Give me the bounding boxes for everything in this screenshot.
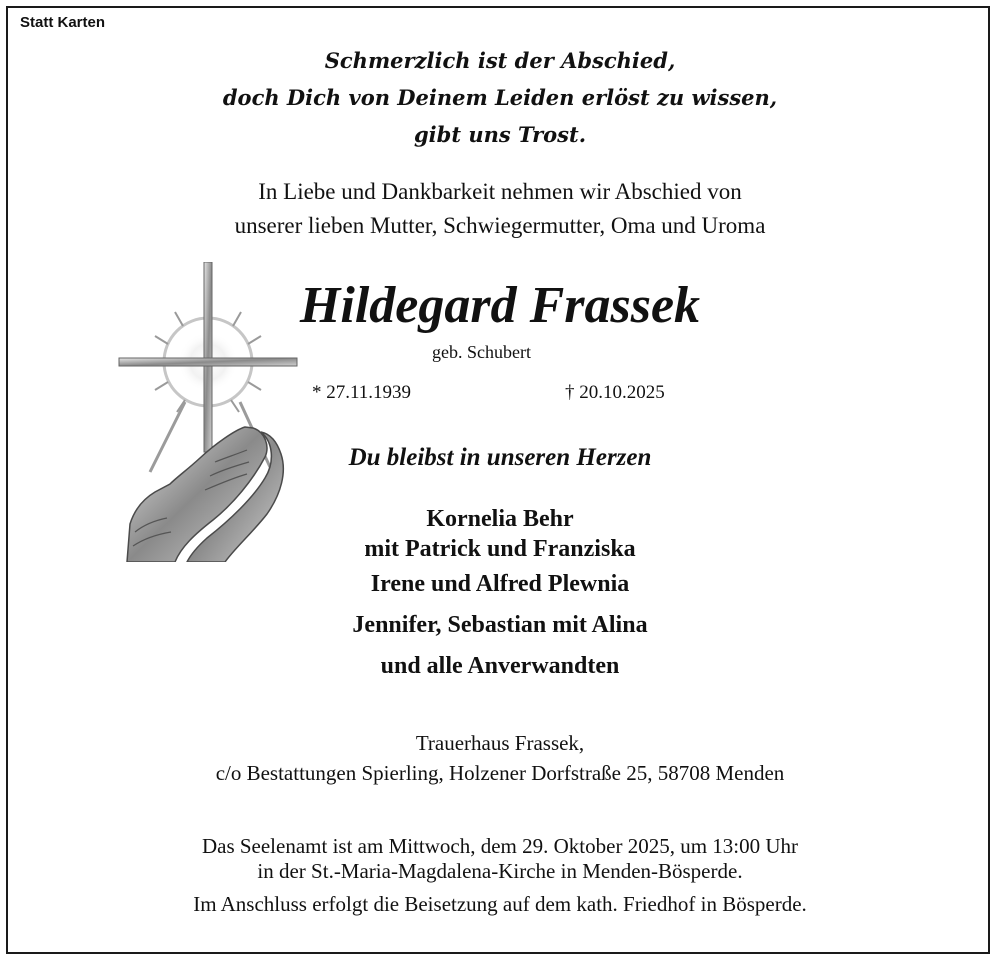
- motto: [0, 42, 1000, 153]
- address-line: c/o Bestattungen Spierling, Holzener Dorfstraße 25, 58708 Menden: [215, 761, 785, 785]
- born-name: geb. Schubert: [432, 342, 531, 362]
- remembrance-line: Du bleibst in unseren Herzen: [348, 444, 652, 471]
- mourner-name: Jennifer, Sebastian mit Alina: [352, 612, 648, 638]
- mourner-name: mit Patrick und Franziska: [364, 536, 636, 562]
- mourner-name: Kornelia Behr: [426, 506, 574, 532]
- service-line: Das Seelenamt ist am Mittwoch, dem 29. Oktober 2025, um 13:00 Uhr: [201, 834, 799, 858]
- birth-date: * 27.11.1939: [312, 382, 412, 403]
- service-line: in der St.-Maria-Magdalena-Kirche in Menden-Bösperde.: [257, 859, 743, 883]
- mourning-house: [0, 728, 1000, 788]
- motto-line: gibt uns Trost.: [413, 122, 587, 147]
- intro-line: unserer lieben Mutter, Schwiegermutter, Oma und Uroma: [234, 213, 766, 238]
- statt-karten-label: Statt Karten: [20, 14, 106, 31]
- death-date: † 20.10.2025: [565, 382, 665, 403]
- address-line: Trauerhaus Frassek,: [415, 731, 585, 755]
- intro-line: In Liebe und Dankbarkeit nehmen wir Abschied von: [258, 179, 742, 204]
- motto-line: Schmerzlich ist der Abschied,: [324, 48, 676, 73]
- service-line: Im Anschluss erfolgt die Beisetzung auf dem kath. Friedhof in Bösperde.: [193, 892, 807, 916]
- deceased-name: Hildegard Frassek: [299, 277, 701, 334]
- service-info: [0, 830, 1000, 921]
- mourners-list: [200, 504, 800, 687]
- motto-line: doch Dich von Deinem Leiden erlöst zu wissen,: [222, 85, 778, 110]
- mourner-name: Irene und Alfred Plewnia: [370, 571, 630, 597]
- intro-text: [0, 175, 1000, 243]
- mourner-name: und alle Anverwandten: [380, 653, 620, 679]
